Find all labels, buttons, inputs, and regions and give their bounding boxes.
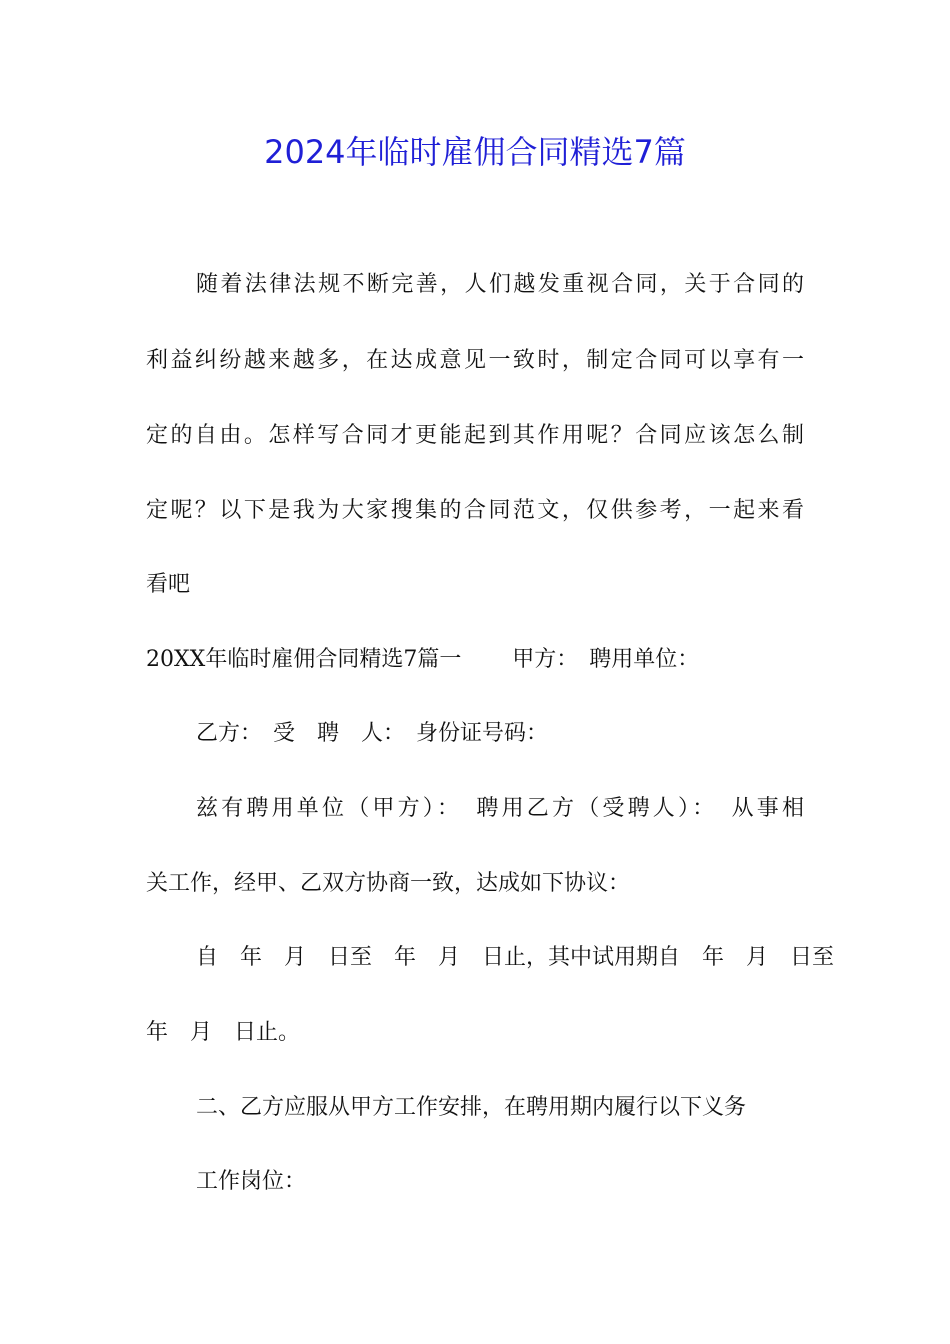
paragraph-line: 年 月 日止。: [146, 1020, 301, 1045]
paragraph-line: 关工作，经甲、乙双方协商一致，达成如下协议：: [146, 871, 631, 896]
paragraph-line: 工作岗位：: [196, 1169, 307, 1194]
paragraph-line: 看吧: [146, 572, 191, 597]
paragraph-line: 二、乙方应服从甲方工作安排，在聘用期内履行以下义务: [196, 1095, 747, 1120]
paragraph-line: 乙方： 受 聘 人： 身份证号码：: [196, 721, 549, 746]
document-title: 2024年临时雇佣合同精选7篇: [264, 133, 686, 171]
paragraph-line: 利益纠纷越来越多，在达成意见一致时，制定合同可以享有一: [146, 348, 804, 373]
paragraph-line: 定呢？以下是我为大家搜集的合同范文，仅供参考，一起来看: [146, 498, 804, 523]
paragraph-line: 兹有聘用单位（甲方）： 聘用乙方（受聘人）： 从事相: [196, 796, 804, 821]
paragraph-line: 自 年 月 日至 年 月 日止，其中试用期自 年 月 日至: [196, 945, 835, 970]
paragraph-line: 定的自由。怎样写合同才更能起到其作用呢？合同应该怎么制: [146, 423, 804, 448]
paragraph-line: 随着法律法规不断完善，人们越发重视合同，关于合同的: [196, 272, 804, 297]
section-heading-line: 20XX年临时雇佣合同精选7篇一 甲方： 聘用单位：: [146, 647, 700, 672]
